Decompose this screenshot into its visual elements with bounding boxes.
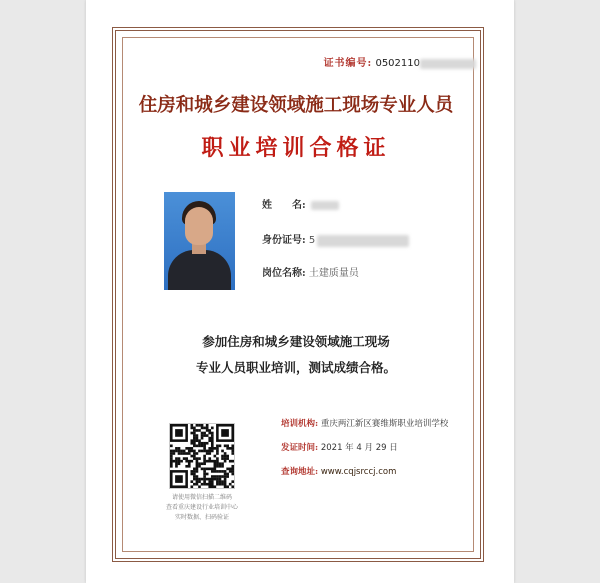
verification-qr-code[interactable]: [169, 423, 235, 489]
issue-date-value: 2021 年 4 月 29 日: [320, 443, 398, 453]
lookup-address-link[interactable]: www.cqjsrccj.com: [320, 467, 397, 477]
qr-caption-line-3: 实时数据、扫码验证: [174, 514, 229, 521]
certificate-number-label: 证书编号:: [323, 58, 373, 69]
post-value: 土建质量员: [308, 268, 359, 279]
certificate-number: [116, 54, 476, 69]
holder-photo: [164, 192, 235, 290]
lookup-address: [281, 465, 396, 477]
name-field: [262, 196, 339, 211]
id-number-value: 5: [308, 235, 316, 246]
certificate-subtitle: 职业培训合格证: [201, 135, 391, 161]
training-org-label: 培训机构:: [281, 419, 319, 429]
certificate-title: 住房和城乡建设领域施工现场专业人员: [138, 95, 454, 116]
qr-caption-line-1: 请使用微信扫描二维码: [171, 494, 232, 501]
id-number-label: 身份证号:: [262, 235, 306, 246]
training-org: [281, 417, 448, 429]
document-page: [86, 0, 514, 583]
name-label: 姓 名:: [262, 200, 306, 211]
issue-date-label: 发证时间:: [281, 443, 319, 453]
certificate-number-value: 0502110: [375, 58, 420, 69]
issue-date: [281, 441, 398, 453]
post-label: 岗位名称:: [262, 268, 306, 279]
redaction-blur: [420, 59, 476, 69]
qr-caption-line-2: 查看重庆建设行业培训中心: [165, 504, 238, 511]
redaction-blur: [317, 235, 409, 247]
training-org-value: 重庆两江新区赛维斯职业培训学校: [320, 419, 449, 429]
statement-line-2: 专业人员职业培训，测试成绩合格。: [195, 360, 396, 375]
lookup-address-label: 查询地址:: [281, 467, 319, 477]
certificate-border: [112, 27, 484, 562]
id-number-field: [262, 231, 409, 247]
post-field: [262, 264, 359, 279]
statement-line-1: 参加住房和城乡建设领域施工现场: [202, 334, 390, 349]
redaction-blur: [311, 201, 339, 210]
